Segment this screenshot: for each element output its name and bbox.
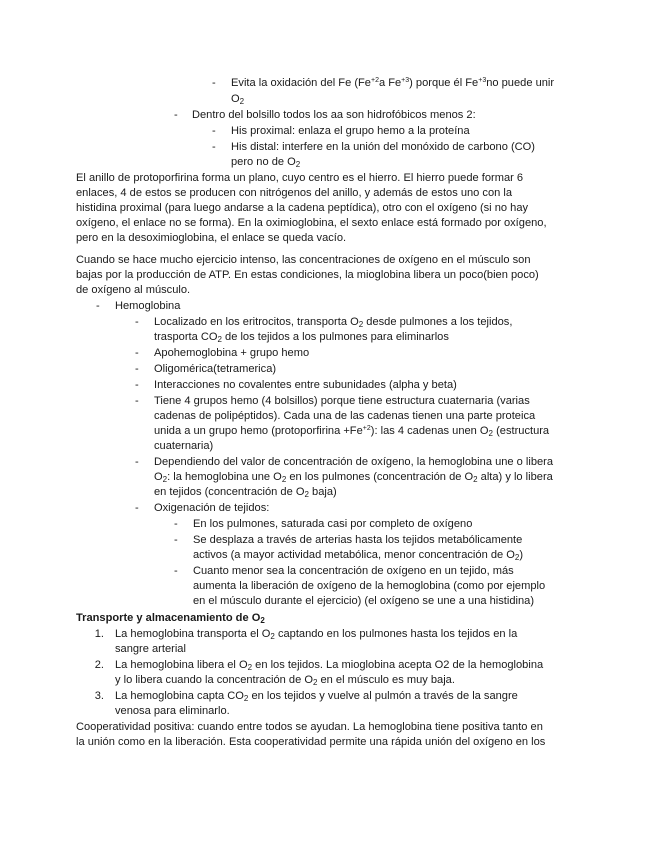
list-number: 2. [94,659,104,671]
list-item-dependiendo-cont: en tejidos (concentración de $O_2$ baja) [154,486,337,499]
bullet-dash: - [174,565,178,577]
paragraph-line: de oxígeno al músculo. [76,284,191,296]
list-item-his-distal: His distal: interfere en la unión del monóxido de carbono (CO) [231,141,536,153]
list-item-dependiendo-cont: $O_2$: la hemoglobina une $O_2$ en los pulmones (concentración de $O_2$ alta) y lo libera [154,471,553,484]
numbered-item-capta: La hemoglobina capta $CO_2$ en los tejidos y vuelve al pulmón a través de la sangre [115,690,518,703]
list-item-interacciones: Interacciones no covalentes entre subunidades (alpha y beta) [154,379,457,391]
list-number: 1. [94,628,104,640]
numbered-item-capta-cont: venosa para eliminarlo. [115,705,230,717]
list-item-grupos-hemo-cont: cuaternaria) [154,440,214,452]
section-heading: Transporte y almacenamiento de $O_2$ [76,612,265,625]
bullet-dash: - [135,502,139,514]
paragraph-line: pero en la desoximioglobina, el enlace se queda vacío. [76,232,347,244]
list-item-localizado: Localizado en los eritrocitos, transporta $O_2$ desde pulmones a los tejidos, [154,316,513,329]
paragraph-line: histidina proximal (para luego andarse a la cadena peptídica), otro con el oxígeno (si no hay [76,202,529,214]
paragraph-line: bajas por la producción de ATP. En estas condiciones, la mioglobina libera un poco(bien poco) [76,269,539,281]
list-item-grupos-hemo-cont: cadenas de polipéptidos). Cada una de las cadenas tienen una parte proteica [154,410,536,422]
paragraph-line: oxígeno, el enlace no se forma). En la oximioglobina, el sexto enlace está formado por oxígeno, [76,217,547,229]
list-item-cuanto-menor-cont: en el músculo durante el ejercicio) (el oxígeno se une a una histidina) [193,595,535,607]
list-item-oxidation-cont: $O_2$ [231,93,245,106]
list-item-his-distal-cont: pero no de $O_2$ [231,156,301,169]
list-item-arterias-cont: activos (a mayor actividad metabólica, menor concentración de $O_2$) [193,549,524,562]
bullet-dash: - [135,363,139,375]
list-item-arterias: Se desplaza a través de arterias hasta los tejidos metabólicamente [193,534,523,546]
list-item-oligomerica: Oligomérica(tetramerica) [154,363,277,375]
list-item-localizado-cont: trasporta $CO_2$ de los tejidos a los pulmones para eliminarlos [154,331,449,344]
bullet-dash: - [96,300,100,312]
list-item-cuanto-menor-cont: aumenta la liberación de oxígeno de la hemoglobina (como por ejemplo [193,580,546,592]
bullet-dash: - [135,379,139,391]
numbered-item-transporta-cont: sangre arterial [115,643,186,655]
numbered-item-transporta: La hemoglobina transporta el $O_2$ captando en los pulmones hasta los tejidos en la [115,628,518,641]
numbered-item-libera: La hemoglobina libera el $O_2$ en los tejidos. La mioglobina acepta O2 de la hemoglobina [115,659,544,672]
list-number: 3. [94,690,104,702]
bullet-dash: - [135,456,139,468]
list-item-hemoglobina: Hemoglobina [115,300,181,312]
bullet-dash: - [212,77,216,89]
list-item-grupos-hemo: Tiene 4 grupos hemo (4 bolsillos) porque tiene estructura cuaternaria (varias [154,395,530,407]
paragraph-line: El anillo de protoporfirina forma un plano, cuyo centro es el hierro. El hierro puede formar 6 [76,172,524,184]
paragraph-line: Cooperatividad positiva: cuando entre todos se ayudan. La hemoglobina tiene positiva tanto en [76,721,543,733]
list-item-his-proximal: His proximal: enlaza el grupo hemo a la proteína [231,125,470,137]
list-item-dependiendo: Dependiendo del valor de concentración de oxígeno, la hemoglobina une o libera [154,456,554,468]
paragraph-line: la unión como en la liberación. Esta cooperatividad permite una rápida unión del oxígeno en los [76,736,546,748]
bullet-dash: - [174,534,178,546]
list-item-oxidation: Evita la oxidación del Fe ($Fe^{+2}a$ $Fe^{+3}$) porque él $Fe^{+3}no$ puede unir [231,77,555,89]
bullet-dash: - [174,109,178,121]
list-item-grupos-hemo-cont: unida a un grupo hemo (protoporfirina $+Fe^{+2}$): las 4 cadenas unen $O_2$ (estructura [154,425,550,438]
bullet-dash: - [212,125,216,137]
paragraph-line: enlaces, 4 de estos se producen con nitrógenos del anillo, y además de estos uno con la [76,187,513,199]
list-item-apohemoglobina: Apohemoglobina + grupo hemo [154,347,310,359]
list-item-cuanto-menor: Cuanto menor sea la concentración de oxígeno en un tejido, más [193,565,514,577]
bullet-dash: - [135,316,139,328]
numbered-item-libera-cont: y lo libera cuando la concentración de $O_2$ en el músculo es muy baja. [115,674,455,687]
list-item-oxigenacion: Oxigenación de tejidos: [154,502,270,514]
bullet-dash: - [174,518,178,530]
bullet-dash: - [135,347,139,359]
bullet-dash: - [135,395,139,407]
list-item-pulmones: En los pulmones, saturada casi por completo de oxígeno [193,518,473,530]
bullet-dash: - [212,141,216,153]
paragraph-line: Cuando se hace mucho ejercicio intenso, las concentraciones de oxígeno en el músculo son [76,254,531,266]
list-item-pocket: Dentro del bolsillo todos los aa son hidrofóbicos menos 2: [192,109,476,121]
